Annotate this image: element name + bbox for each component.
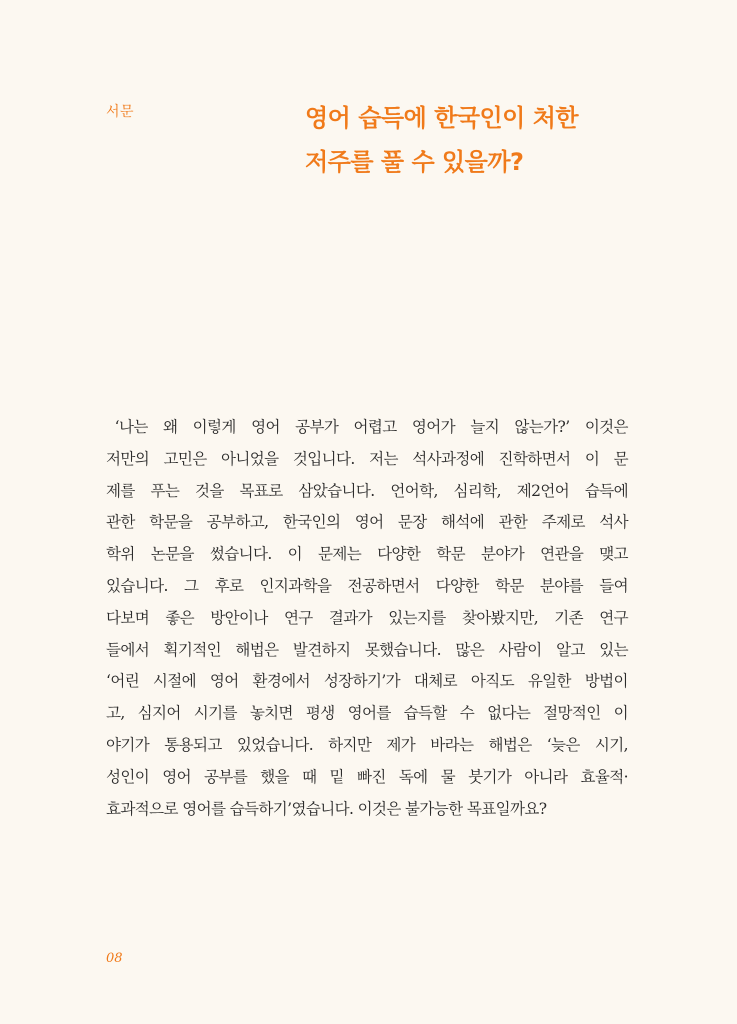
body-word: 후로 — [214, 576, 244, 595]
body-word: 주제로 — [541, 513, 585, 532]
body-word: 삼았습니다. — [298, 481, 375, 500]
body-word: 영어를 — [347, 704, 391, 723]
body-word: ‘나는 — [106, 418, 148, 436]
body-word: 습득에 — [584, 481, 628, 500]
body-word: 영어가 — [411, 418, 456, 436]
body-word: 공부하고, — [206, 513, 269, 532]
body-word: 학위 — [106, 545, 135, 564]
section-label: 서문 — [106, 104, 135, 120]
body-word: 야기가 — [106, 735, 150, 754]
body-word: 독에 — [398, 767, 428, 786]
body-word: 관한 — [498, 513, 528, 532]
body-word: 있는지를 — [388, 608, 446, 627]
body-word: 관한 — [106, 513, 135, 532]
body-word: 시기를 — [193, 704, 237, 723]
body-word: 아직도 — [470, 672, 514, 691]
body-word: 아니라 — [524, 767, 568, 786]
body-word: 영어 — [251, 418, 280, 436]
body-word: 학문 — [494, 576, 524, 595]
body-word: 제가 — [386, 735, 416, 754]
body-word: 해석에 — [441, 513, 485, 532]
body-word: 제를 — [106, 481, 135, 500]
body-word: 어렵고 — [353, 418, 397, 436]
body-line — [106, 507, 628, 539]
body-word: ‘어린 — [106, 672, 140, 691]
body-word: 습득할 — [403, 704, 447, 723]
body-word: 이것은 — [584, 418, 628, 436]
body-word: 효율적· — [580, 767, 628, 786]
body-word: 연관을 — [540, 545, 584, 564]
body-word: 언어학, — [390, 481, 438, 500]
body-word: 다보며 — [106, 608, 150, 627]
body-line — [106, 412, 628, 444]
body-word: 절망적인 — [543, 704, 601, 723]
body-word: 사람이 — [498, 640, 542, 659]
body-word: 영어 — [209, 672, 239, 691]
body-word: 환경에서 — [252, 672, 310, 691]
body-word: 문제는 — [318, 545, 362, 564]
body-word: 한국인의 — [282, 513, 341, 532]
body-word: 방안이나 — [210, 608, 268, 627]
body-word: 찾아봤지만, — [461, 608, 539, 627]
body-line — [106, 635, 628, 667]
body-word: 있습니다. — [106, 576, 168, 595]
body-line — [106, 730, 628, 762]
body-word: 방법이 — [584, 672, 628, 691]
body-word: 있었습니다. — [236, 735, 314, 754]
body-word: 다양한 — [435, 576, 479, 595]
body-word: 빠진 — [356, 767, 386, 786]
body-word: 제2언어 — [516, 481, 570, 500]
body-line — [106, 476, 628, 508]
body-word: 바라는 — [430, 735, 474, 754]
body-word: 늘지 — [470, 418, 500, 436]
body-line — [106, 762, 628, 794]
body-word: 좋은 — [165, 608, 195, 627]
body-word: 연구 — [283, 608, 313, 627]
body-word: 시기, — [594, 735, 628, 754]
body-line: 효과적으로 영어를 습득하기’였습니다. 이것은 불가능한 목표일까요? — [106, 799, 547, 818]
body-word: 그 — [184, 576, 199, 595]
body-word: 문 — [613, 449, 628, 468]
body-word: 많은 — [455, 640, 485, 659]
body-word: 진학하면서 — [498, 449, 571, 468]
body-line — [106, 666, 628, 698]
body-word: 논문을 — [150, 545, 194, 564]
body-word: 공부를 — [204, 767, 248, 786]
body-word: 저만의 — [106, 449, 150, 468]
body-word: 학문을 — [149, 513, 193, 532]
body-word: 결과가 — [328, 608, 372, 627]
body-word: 못했습니다. — [364, 640, 442, 659]
body-word: 심지어 — [137, 704, 181, 723]
body-word: 시절에 — [152, 672, 197, 691]
body-word: 석사 — [599, 513, 628, 532]
body-word: 아니었을 — [221, 449, 279, 468]
body-word: 다양한 — [377, 545, 421, 564]
body-word: 놓치면 — [249, 704, 293, 723]
body-word: 때 — [302, 767, 317, 786]
body-word: 것을 — [195, 481, 224, 500]
body-word: 연구 — [599, 608, 628, 627]
body-word: 이 — [584, 449, 600, 468]
body-word: 저는 — [369, 449, 398, 468]
body-word: 들에서 — [106, 640, 150, 659]
chapter-title-line-1: 영어 습득에 한국인이 처한 — [305, 104, 579, 132]
body-paragraph — [106, 412, 628, 825]
body-word: 성인이 — [106, 767, 150, 786]
body-word: 고, — [106, 704, 125, 723]
body-word: 했을 — [260, 767, 289, 786]
body-word: 전공하면서 — [347, 576, 420, 595]
body-word: 대체로 — [413, 672, 457, 691]
body-word: 없다는 — [487, 704, 531, 723]
body-word: 밑 — [329, 767, 344, 786]
body-word: 발견하지 — [292, 640, 351, 659]
body-line — [106, 698, 628, 730]
body-word: 문장 — [397, 513, 427, 532]
body-word: 해법은 — [235, 640, 279, 659]
body-word: 않는가?’ — [514, 418, 570, 436]
body-word: 고민은 — [163, 449, 207, 468]
body-word: 평생 — [305, 704, 335, 723]
body-word: 영어 — [354, 513, 384, 532]
body-word: 이 — [287, 545, 303, 564]
body-word: 목표로 — [239, 481, 283, 500]
body-word: 수 — [459, 704, 475, 723]
body-word: 해법은 — [488, 735, 532, 754]
body-word: 분야를 — [539, 576, 584, 595]
body-line — [106, 444, 628, 476]
body-word: 인지과학을 — [259, 576, 332, 595]
body-word: 성장하기’가 — [323, 672, 401, 691]
body-word: 통용되고 — [164, 735, 222, 754]
body-word: 획기적인 — [163, 640, 222, 659]
body-word: 것입니다. — [292, 449, 355, 468]
body-word: 물 — [440, 767, 455, 786]
body-word: 붓기가 — [468, 767, 512, 786]
body-word: 썼습니다. — [209, 545, 272, 564]
body-word: 이렇게 — [192, 418, 236, 436]
body-word: 심리학, — [453, 481, 501, 500]
body-word: 학문 — [436, 545, 465, 564]
body-word: 석사과정에 — [412, 449, 485, 468]
body-word: 분야가 — [480, 545, 525, 564]
body-word: 푸는 — [150, 481, 180, 500]
body-word: ‘늦은 — [546, 735, 580, 754]
body-word: 들여 — [599, 576, 628, 595]
body-word: 하지만 — [328, 735, 372, 754]
body-word: 유일한 — [527, 672, 571, 691]
body-line — [106, 571, 628, 603]
body-word: 알고 — [556, 640, 585, 659]
body-word: 있는 — [599, 640, 628, 659]
body-word: 공부가 — [295, 418, 339, 436]
body-word: 왜 — [163, 418, 178, 436]
body-word: 이 — [613, 704, 628, 723]
body-line — [106, 603, 628, 635]
chapter-title — [305, 96, 725, 184]
body-word: 기존 — [554, 608, 584, 627]
chapter-title-line-2: 저주를 풀 수 있을까? — [305, 148, 524, 176]
body-word: 맺고 — [599, 545, 628, 564]
body-line — [106, 539, 628, 571]
page-number: 08 — [106, 951, 123, 966]
body-word: 영어 — [162, 767, 191, 786]
